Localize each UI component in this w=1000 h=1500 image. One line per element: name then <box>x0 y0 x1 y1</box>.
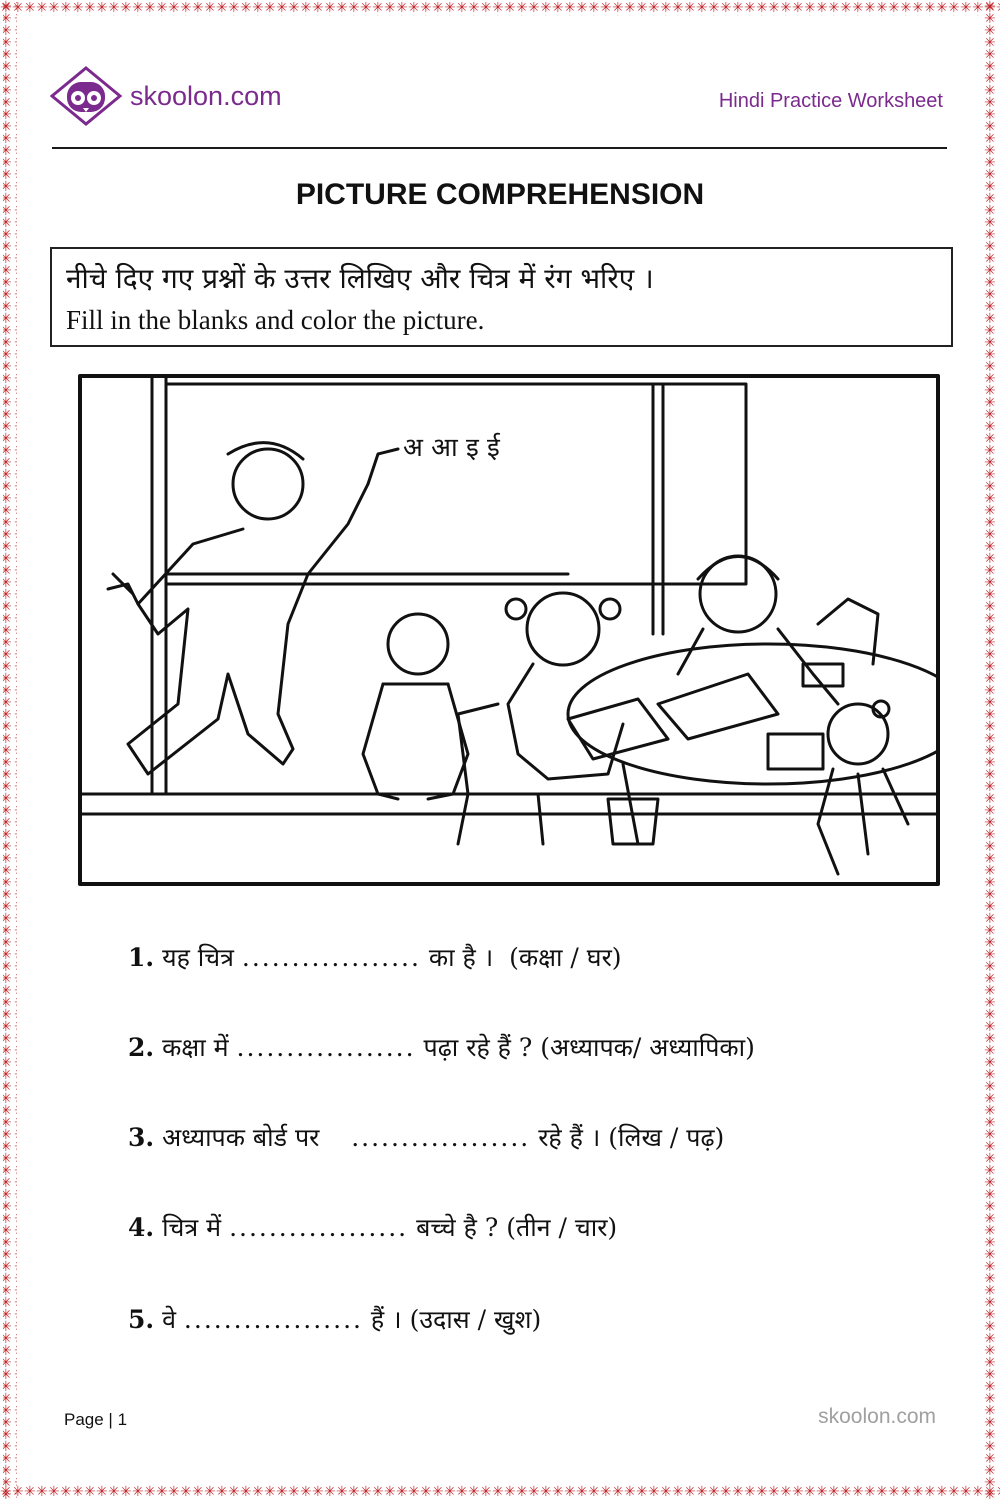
site-name: skoolon.com <box>130 81 282 111</box>
question-number: 1. <box>128 943 155 972</box>
question-text: अध्यापक बोर्ड पर <box>162 1123 320 1152</box>
answer-options: (उदास / खुश) <box>409 1305 542 1334</box>
question-4 <box>128 1210 617 1244</box>
question-text: पढ़ा रहे हैं ? <box>423 1033 533 1062</box>
board-letters: अ आ इ ई <box>403 433 500 463</box>
answer-options: (तीन / चार) <box>506 1213 618 1242</box>
answer-blank[interactable]: .................. <box>351 1123 531 1152</box>
answer-blank[interactable]: .................. <box>236 1033 416 1062</box>
question-text: कक्षा में <box>162 1033 229 1062</box>
answer-options: (लिख / पढ़) <box>608 1123 725 1152</box>
question-number: 3. <box>128 1123 155 1152</box>
answer-blank[interactable]: .................. <box>183 1305 363 1334</box>
answer-blank[interactable]: .................. <box>241 943 421 972</box>
question-text: यह चित्र <box>162 943 234 972</box>
question-2 <box>128 1030 755 1064</box>
worksheet-label: Hindi Practice Worksheet <box>718 90 943 112</box>
question-text: बच्चे है ? <box>416 1213 499 1242</box>
question-text: रहे हैं । <box>538 1123 601 1152</box>
answer-blank[interactable]: .................. <box>229 1213 409 1242</box>
question-number: 5. <box>128 1305 155 1334</box>
question-5 <box>128 1302 541 1336</box>
answer-options: (अध्यापक/ अध्यापिका) <box>540 1033 755 1062</box>
instructions-english: Fill in the blanks and color the picture. <box>66 305 485 335</box>
footer-site[interactable]: skoolon.com <box>818 1405 936 1428</box>
answer-options: (कक्षा / घर) <box>509 943 622 972</box>
question-number: 4. <box>128 1213 155 1242</box>
question-text: वे <box>162 1305 176 1334</box>
left-star-border <box>0 0 30 1500</box>
question-text: हैं । <box>370 1305 402 1334</box>
question-1 <box>128 940 622 974</box>
page-number: Page | 1 <box>64 1410 128 1429</box>
site-logo[interactable] <box>50 66 350 126</box>
right-star-border <box>970 0 1000 1500</box>
bottom-star-border <box>0 1470 1000 1500</box>
question-text: का है । <box>428 943 494 972</box>
classroom-picture <box>78 374 940 886</box>
question-number: 2. <box>128 1033 155 1062</box>
owl-logo-icon <box>50 66 122 126</box>
question-3 <box>128 1120 724 1154</box>
question-text: चित्र में <box>162 1213 222 1242</box>
instructions-box <box>50 247 953 347</box>
instructions-hindi: नीचे दिए गए प्रश्नों के उत्तर लिखिए और चित्र में रंग भरिए । <box>66 262 654 295</box>
page-title: PICTURE COMPREHENSION <box>295 178 705 211</box>
top-star-border <box>0 0 1000 30</box>
header-divider <box>52 147 947 149</box>
